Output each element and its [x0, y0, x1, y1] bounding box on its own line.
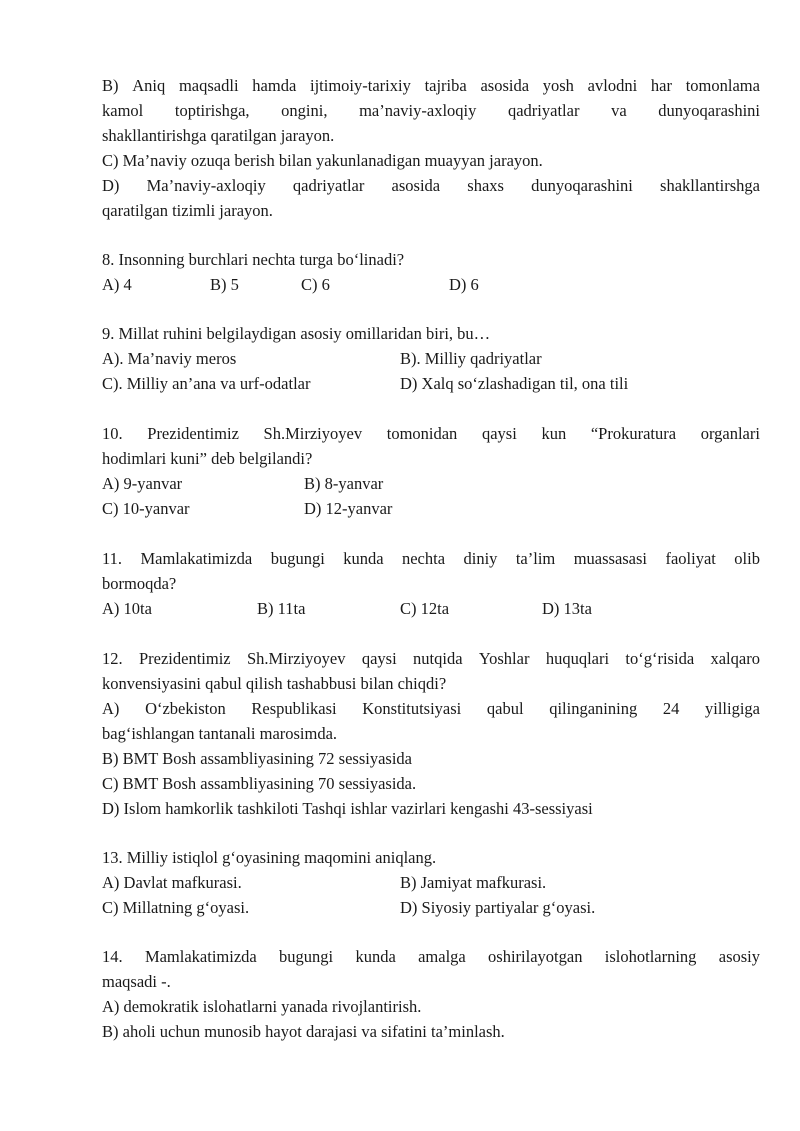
- word: tajriba: [424, 76, 467, 95]
- q10-option-a: A) 9-yanvar: [102, 474, 183, 493]
- word: to‘g‘risida: [625, 649, 695, 668]
- word: islohotlarning: [604, 947, 697, 966]
- prev-option-b-line2: [102, 101, 760, 121]
- word: Sh.Mirziyoyev: [246, 649, 346, 668]
- word: va: [611, 101, 627, 120]
- word: toptirishga,: [174, 101, 250, 120]
- question-11-line2: bormoqda?: [102, 574, 177, 593]
- q8-option-b: B) 5: [210, 275, 239, 294]
- q13-option-b: B) Jamiyat mafkurasi.: [400, 873, 547, 892]
- word: ongini,: [281, 101, 328, 120]
- word: Prezidentimiz: [138, 649, 231, 668]
- word: 12.: [102, 649, 123, 668]
- word: amalga: [418, 947, 466, 966]
- word: organlari: [700, 424, 760, 443]
- q8-option-a: A) 4: [102, 275, 132, 294]
- word: muassasasi: [573, 549, 648, 568]
- q11-option-c: C) 12ta: [400, 599, 450, 618]
- q13-option-c: C) Millatning g‘oyasi.: [102, 898, 250, 917]
- word: “Prokuratura: [590, 424, 677, 443]
- word: maqsadli: [178, 76, 239, 95]
- word: 10.: [102, 424, 123, 443]
- question-14-line2: maqsadi -.: [102, 972, 171, 991]
- prev-option-d-line1: [102, 176, 760, 196]
- word: huquqlari: [545, 649, 610, 668]
- prev-option-b-line3: shakllantirishga qaratilgan jarayon.: [102, 126, 335, 145]
- word: Mamlakatimizda: [144, 947, 257, 966]
- q8-option-d: D) 6: [449, 275, 479, 294]
- question-8: 8. Insonning burchlari nechta turga bo‘linadi?: [102, 250, 405, 269]
- question-12-line2: konvensiyasini qabul qilish tashabbusi bilan chiqdi?: [102, 674, 447, 693]
- q10-option-c: C) 10-yanvar: [102, 499, 190, 518]
- word: yosh: [542, 76, 574, 95]
- word: asosiy: [718, 947, 760, 966]
- question-14-line1: [102, 947, 760, 967]
- word: ijtimoiy-tarixiy: [310, 76, 411, 95]
- word: D): [102, 176, 120, 195]
- word: Respublikasi: [251, 699, 337, 718]
- q14-option-a: A) demokratik islohatlarni yanada rivojlantirish.: [102, 997, 422, 1016]
- q9-option-b: B). Milliy qadriyatlar: [400, 349, 542, 368]
- q9-option-d: D) Xalq so‘zlashadigan til, ona tili: [400, 374, 629, 393]
- word: ma’naviy-axloqiy: [359, 101, 477, 120]
- q10-option-b: B) 8-yanvar: [304, 474, 384, 493]
- word: kunda: [343, 549, 384, 568]
- word: B): [102, 76, 119, 95]
- q9-option-a: A). Ma’naviy meros: [102, 349, 237, 368]
- q12-option-a-line1: [102, 699, 760, 719]
- word: 24: [662, 699, 680, 718]
- q13-option-d: D) Siyosiy partiyalar g‘oyasi.: [400, 898, 596, 917]
- word: Aniq: [132, 76, 166, 95]
- q12-option-b: B) BMT Bosh assambliyasining 72 sessiyasida: [102, 749, 412, 768]
- question-12-line1: [102, 649, 760, 669]
- word: diniy: [463, 549, 498, 568]
- word: tomonlama: [685, 76, 760, 95]
- q8-option-c: C) 6: [301, 275, 330, 294]
- word: yilligiga: [705, 699, 760, 718]
- q12-option-a-line2: bag‘ishlangan tantanali marosimda.: [102, 724, 338, 743]
- word: shakllantirshga: [660, 176, 760, 195]
- word: nechta: [401, 549, 446, 568]
- word: xalqaro: [710, 649, 760, 668]
- word: A): [102, 699, 120, 718]
- word: qaysi: [481, 424, 517, 443]
- word: Ma’naviy-axloqiy: [146, 176, 266, 195]
- word: Yoshlar: [478, 649, 530, 668]
- word: 11.: [102, 549, 123, 568]
- word: kunda: [355, 947, 396, 966]
- word: Mamlakatimizda: [140, 549, 253, 568]
- word: olib: [734, 549, 760, 568]
- q10-option-d: D) 12-yanvar: [304, 499, 393, 518]
- word: dunyoqarashini: [658, 101, 760, 120]
- q12-option-d: D) Islom hamkorlik tashkiloti Tashqi ishlar vazirlari kengashi 43-sessiyasi: [102, 799, 593, 818]
- word: dunyoqarashini: [531, 176, 633, 195]
- word: har: [650, 76, 672, 95]
- word: Konstitutsiyasi: [362, 699, 462, 718]
- word: Prezidentimiz: [147, 424, 239, 443]
- word: bugungi: [270, 549, 325, 568]
- word: faoliyat: [665, 549, 716, 568]
- q12-option-c: C) BMT Bosh assambliyasining 70 sessiyasida.: [102, 774, 417, 793]
- q11-option-a: A) 10ta: [102, 599, 152, 618]
- word: hamda: [252, 76, 297, 95]
- word: qaysi: [361, 649, 397, 668]
- word: asosida: [391, 176, 441, 195]
- word: bugungi: [279, 947, 334, 966]
- question-11-line1: [102, 549, 760, 569]
- q13-option-a: A) Davlat mafkurasi.: [102, 873, 242, 892]
- word: 14.: [102, 947, 123, 966]
- word: O‘zbekiston: [145, 699, 226, 718]
- question-9: 9. Millat ruhini belgilaydigan asosiy omillaridan biri, bu…: [102, 324, 491, 343]
- prev-option-c: C) Ma’naviy ozuqa berish bilan yakunlanadigan muayyan jarayon.: [102, 151, 543, 170]
- prev-option-b-line1: [102, 76, 760, 96]
- word: kun: [541, 424, 567, 443]
- word: oshirilayotgan: [488, 947, 583, 966]
- word: shaxs: [467, 176, 504, 195]
- word: asosida: [480, 76, 530, 95]
- prev-option-d-line2: qaratilgan tizimli jarayon.: [102, 201, 273, 220]
- word: qadriyatlar: [507, 101, 580, 120]
- q9-option-c: C). Milliy an’ana va urf-odatlar: [102, 374, 311, 393]
- word: kamol: [102, 101, 144, 120]
- q14-option-b: B) aholi uchun munosib hayot darajasi va sifatini ta’minlash.: [102, 1022, 505, 1041]
- q11-option-d: D) 13ta: [542, 599, 592, 618]
- question-10-line2: hodimlari kuni” deb belgilandi?: [102, 449, 313, 468]
- word: avlodni: [587, 76, 638, 95]
- question-10-line1: [102, 424, 760, 444]
- q11-option-b: B) 11ta: [257, 599, 306, 618]
- word: qabul: [486, 699, 524, 718]
- word: ta’lim: [515, 549, 556, 568]
- word: qilinganining: [549, 699, 638, 718]
- word: qadriyatlar: [292, 176, 365, 195]
- word: tomonidan: [386, 424, 458, 443]
- question-13: 13. Milliy istiqlol g‘oyasining maqomini aniqlang.: [102, 848, 437, 867]
- word: nutqida: [413, 649, 463, 668]
- word: Sh.Mirziyoyev: [263, 424, 363, 443]
